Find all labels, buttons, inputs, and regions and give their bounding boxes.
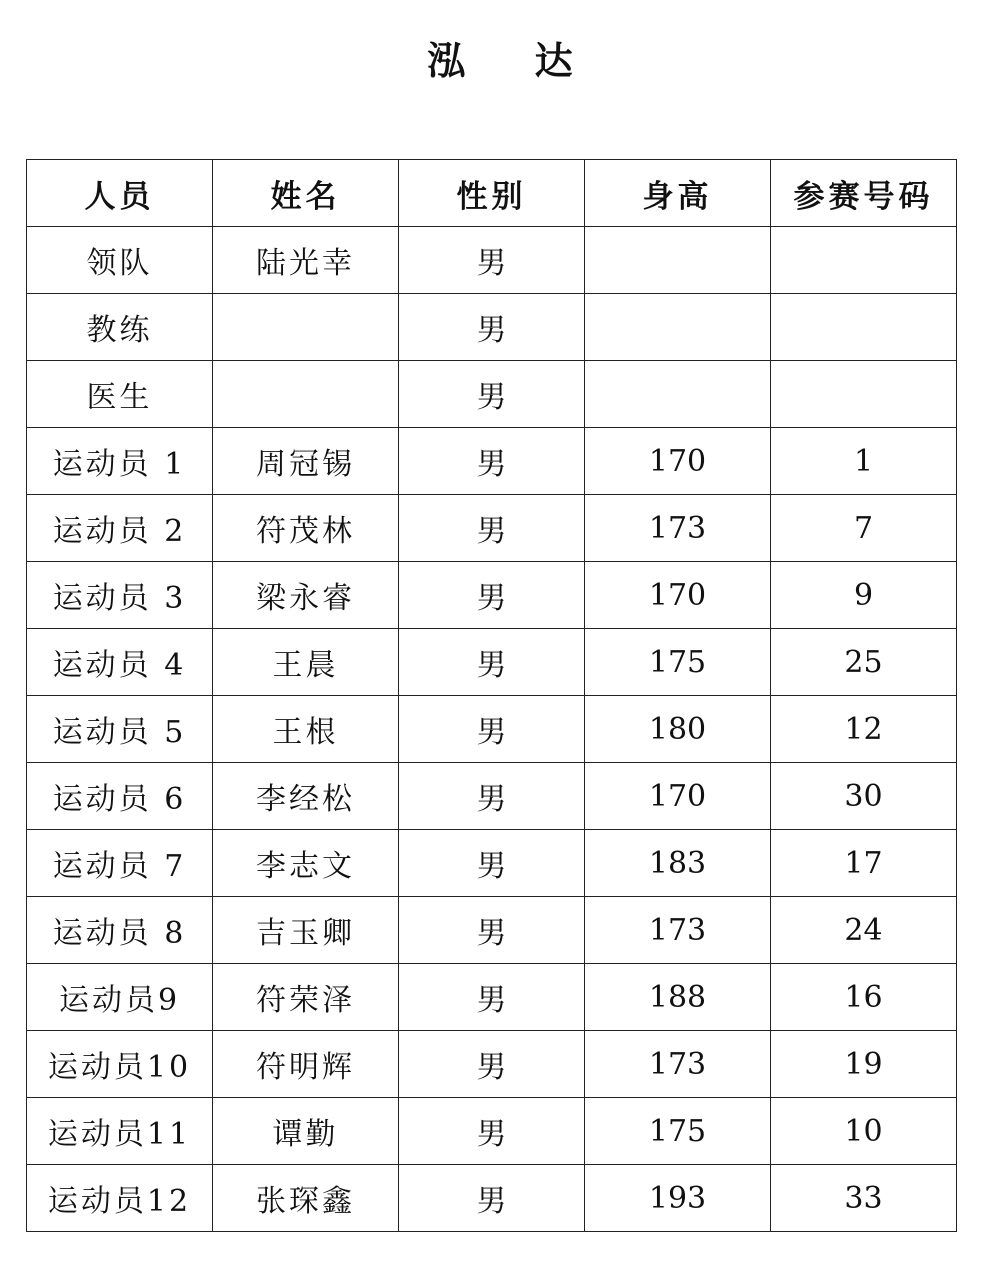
cell-role: 运动员 6 bbox=[27, 763, 213, 830]
cell-number: 33 bbox=[771, 1165, 957, 1232]
cell-number: 12 bbox=[771, 696, 957, 763]
cell-role: 运动员 1 bbox=[27, 428, 213, 495]
cell-height: 170 bbox=[585, 428, 771, 495]
table-row bbox=[27, 361, 957, 428]
table-row bbox=[27, 897, 957, 964]
cell-name: 符荣泽 bbox=[213, 964, 399, 1031]
cell-gender: 男 bbox=[399, 763, 585, 830]
cell-name: 谭勤 bbox=[213, 1098, 399, 1165]
cell-role: 运动员 4 bbox=[27, 629, 213, 696]
cell-height: 170 bbox=[585, 562, 771, 629]
cell-gender: 男 bbox=[399, 428, 585, 495]
header-height: 身高 bbox=[585, 160, 771, 227]
header-number: 参赛号码 bbox=[771, 160, 957, 227]
cell-height: 170 bbox=[585, 763, 771, 830]
cell-height: 173 bbox=[585, 1031, 771, 1098]
table-row bbox=[27, 696, 957, 763]
table-row bbox=[27, 1165, 957, 1232]
cell-role: 运动员 7 bbox=[27, 830, 213, 897]
cell-name: 符明辉 bbox=[213, 1031, 399, 1098]
cell-name: 周冠锡 bbox=[213, 428, 399, 495]
table-row bbox=[27, 629, 957, 696]
cell-name: 梁永睿 bbox=[213, 562, 399, 629]
cell-name bbox=[213, 361, 399, 428]
cell-height: 188 bbox=[585, 964, 771, 1031]
table-row bbox=[27, 294, 957, 361]
cell-name: 李志文 bbox=[213, 830, 399, 897]
cell-role: 运动员 3 bbox=[27, 562, 213, 629]
table-row bbox=[27, 562, 957, 629]
cell-height: 183 bbox=[585, 830, 771, 897]
cell-number bbox=[771, 294, 957, 361]
cell-role: 运动员11 bbox=[27, 1098, 213, 1165]
cell-name: 李经松 bbox=[213, 763, 399, 830]
cell-number: 25 bbox=[771, 629, 957, 696]
cell-gender: 男 bbox=[399, 361, 585, 428]
cell-number: 16 bbox=[771, 964, 957, 1031]
header-gender: 性别 bbox=[399, 160, 585, 227]
cell-gender: 男 bbox=[399, 294, 585, 361]
cell-name bbox=[213, 294, 399, 361]
table-row bbox=[27, 1098, 957, 1165]
cell-number bbox=[771, 227, 957, 294]
cell-name: 吉玉卿 bbox=[213, 897, 399, 964]
cell-role: 医生 bbox=[27, 361, 213, 428]
cell-height: 173 bbox=[585, 495, 771, 562]
table-header-row bbox=[27, 160, 957, 227]
cell-gender: 男 bbox=[399, 1098, 585, 1165]
cell-role: 领队 bbox=[27, 227, 213, 294]
cell-height: 180 bbox=[585, 696, 771, 763]
cell-height bbox=[585, 361, 771, 428]
cell-number: 7 bbox=[771, 495, 957, 562]
cell-gender: 男 bbox=[399, 696, 585, 763]
table-row bbox=[27, 227, 957, 294]
header-name: 姓名 bbox=[213, 160, 399, 227]
cell-height: 175 bbox=[585, 1098, 771, 1165]
table-row bbox=[27, 428, 957, 495]
cell-height: 175 bbox=[585, 629, 771, 696]
cell-role: 运动员 2 bbox=[27, 495, 213, 562]
roster-table bbox=[26, 159, 957, 1232]
cell-role: 运动员 8 bbox=[27, 897, 213, 964]
cell-height bbox=[585, 227, 771, 294]
cell-height: 193 bbox=[585, 1165, 771, 1232]
cell-role: 教练 bbox=[27, 294, 213, 361]
cell-gender: 男 bbox=[399, 629, 585, 696]
table-row bbox=[27, 1031, 957, 1098]
cell-number: 30 bbox=[771, 763, 957, 830]
cell-number bbox=[771, 361, 957, 428]
cell-height: 173 bbox=[585, 897, 771, 964]
cell-height bbox=[585, 294, 771, 361]
table-row bbox=[27, 830, 957, 897]
cell-name: 王晨 bbox=[213, 629, 399, 696]
cell-name: 陆光幸 bbox=[213, 227, 399, 294]
cell-gender: 男 bbox=[399, 1165, 585, 1232]
table-row bbox=[27, 964, 957, 1031]
cell-number: 1 bbox=[771, 428, 957, 495]
cell-name: 符茂林 bbox=[213, 495, 399, 562]
cell-name: 张琛鑫 bbox=[213, 1165, 399, 1232]
page-title: 泓 达 bbox=[427, 39, 601, 83]
cell-gender: 男 bbox=[399, 964, 585, 1031]
cell-number: 17 bbox=[771, 830, 957, 897]
cell-gender: 男 bbox=[399, 897, 585, 964]
cell-role: 运动员 5 bbox=[27, 696, 213, 763]
table-row bbox=[27, 495, 957, 562]
cell-number: 24 bbox=[771, 897, 957, 964]
cell-name: 王根 bbox=[213, 696, 399, 763]
cell-gender: 男 bbox=[399, 227, 585, 294]
header-role: 人员 bbox=[27, 160, 213, 227]
cell-number: 10 bbox=[771, 1098, 957, 1165]
cell-role: 运动员9 bbox=[27, 964, 213, 1031]
cell-role: 运动员12 bbox=[27, 1165, 213, 1232]
cell-gender: 男 bbox=[399, 495, 585, 562]
cell-gender: 男 bbox=[399, 1031, 585, 1098]
table-row bbox=[27, 763, 957, 830]
cell-gender: 男 bbox=[399, 830, 585, 897]
cell-number: 9 bbox=[771, 562, 957, 629]
cell-number: 19 bbox=[771, 1031, 957, 1098]
cell-role: 运动员10 bbox=[27, 1031, 213, 1098]
cell-gender: 男 bbox=[399, 562, 585, 629]
